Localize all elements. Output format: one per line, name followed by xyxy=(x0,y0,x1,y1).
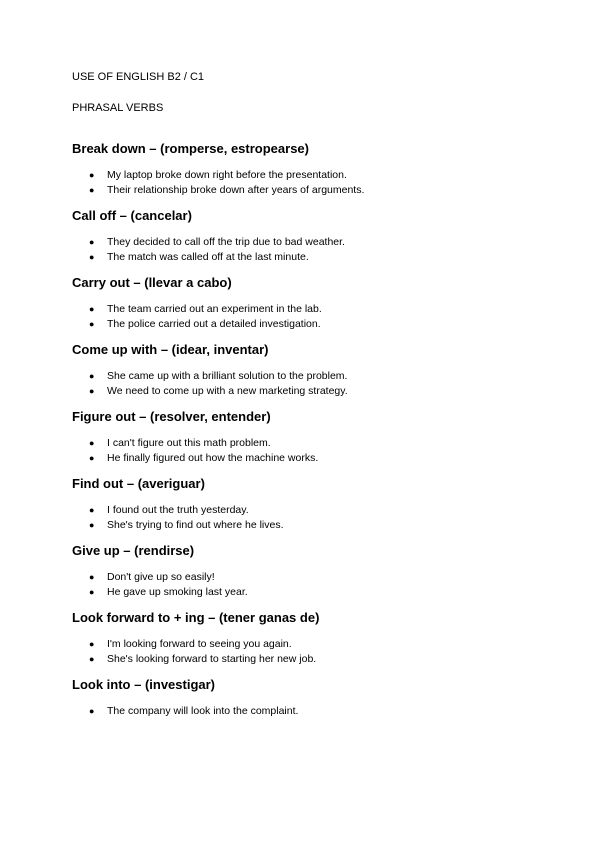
bullet-icon: ● xyxy=(89,654,95,664)
phrasal-verb-entry xyxy=(72,476,528,533)
example-list xyxy=(72,570,528,600)
example-text: He finally figured out how the machine works. xyxy=(107,452,319,464)
example-sentence xyxy=(89,302,528,317)
phrasal-verb-entry xyxy=(72,409,528,466)
bullet-icon: ● xyxy=(89,572,95,582)
example-sentence xyxy=(89,704,528,719)
bullet-icon: ● xyxy=(89,319,95,329)
example-text: I can't figure out this math problem. xyxy=(107,437,271,449)
bullet-icon: ● xyxy=(89,252,95,262)
example-text: She came up with a brilliant solution to the problem. xyxy=(107,370,348,382)
example-sentence xyxy=(89,585,528,600)
phrasal-verb-entry xyxy=(72,208,528,265)
bullet-icon: ● xyxy=(89,587,95,597)
bullet-icon: ● xyxy=(89,438,95,448)
phrasal-verb-title: Look into – (investigar) xyxy=(72,677,216,692)
example-sentence xyxy=(89,168,528,183)
example-text: The police carried out a detailed investigation. xyxy=(107,318,321,330)
example-text: I'm looking forward to seeing you again. xyxy=(107,638,292,650)
example-text: Don't give up so easily! xyxy=(107,571,215,583)
example-list xyxy=(72,637,528,667)
phrasal-verb-title: Break down – (romperse, estropearse) xyxy=(72,141,309,156)
example-text: The match was called off at the last minute. xyxy=(107,251,309,263)
bullet-icon: ● xyxy=(89,706,95,716)
bullet-icon: ● xyxy=(89,453,95,463)
example-list xyxy=(72,503,528,533)
example-text: She's trying to find out where he lives. xyxy=(107,519,284,531)
example-sentence xyxy=(89,250,528,265)
phrasal-verb-list xyxy=(72,141,528,719)
bullet-icon: ● xyxy=(89,237,95,247)
example-text: I found out the truth yesterday. xyxy=(107,504,249,516)
example-sentence xyxy=(89,503,528,518)
example-sentence xyxy=(89,436,528,451)
example-sentence xyxy=(89,317,528,332)
phrasal-verb-title: Come up with – (idear, inventar) xyxy=(72,342,269,357)
example-sentence xyxy=(89,518,528,533)
example-sentence xyxy=(89,369,528,384)
example-text: The company will look into the complaint. xyxy=(107,705,299,717)
phrasal-verb-entry xyxy=(72,610,528,667)
example-list xyxy=(72,436,528,466)
bullet-icon: ● xyxy=(89,386,95,396)
bullet-icon: ● xyxy=(89,170,95,180)
example-list xyxy=(72,369,528,399)
example-text: They decided to call off the trip due to bad weather. xyxy=(107,236,345,248)
example-sentence xyxy=(89,384,528,399)
example-sentence xyxy=(89,183,528,198)
example-text: My laptop broke down right before the presentation. xyxy=(107,169,347,181)
topic-heading: PHRASAL VERBS xyxy=(72,102,164,114)
example-list xyxy=(72,168,528,198)
bullet-icon: ● xyxy=(89,371,95,381)
example-text: He gave up smoking last year. xyxy=(107,586,248,598)
phrasal-verb-entry xyxy=(72,141,528,198)
example-text: Their relationship broke down after years of arguments. xyxy=(107,184,365,196)
example-list xyxy=(72,235,528,265)
bullet-icon: ● xyxy=(89,185,95,195)
example-sentence xyxy=(89,652,528,667)
course-heading: USE OF ENGLISH B2 / C1 xyxy=(72,71,205,83)
phrasal-verb-title: Call off – (cancelar) xyxy=(72,208,192,223)
phrasal-verb-entry xyxy=(72,342,528,399)
bullet-icon: ● xyxy=(89,520,95,530)
example-text: The team carried out an experiment in the lab. xyxy=(107,303,322,315)
example-sentence xyxy=(89,570,528,585)
phrasal-verb-title: Carry out – (llevar a cabo) xyxy=(72,275,232,290)
example-list xyxy=(72,704,528,719)
bullet-icon: ● xyxy=(89,639,95,649)
phrasal-verb-title: Figure out – (resolver, entender) xyxy=(72,409,271,424)
phrasal-verb-entry xyxy=(72,677,528,719)
bullet-icon: ● xyxy=(89,505,95,515)
phrasal-verb-title: Find out – (averiguar) xyxy=(72,476,205,491)
phrasal-verb-title: Give up – (rendirse) xyxy=(72,543,195,558)
phrasal-verb-title: Look forward to + ing – (tener ganas de) xyxy=(72,610,320,625)
example-sentence xyxy=(89,637,528,652)
example-text: She's looking forward to starting her new job. xyxy=(107,653,317,665)
bullet-icon: ● xyxy=(89,304,95,314)
phrasal-verb-entry xyxy=(72,543,528,600)
example-sentence xyxy=(89,235,528,250)
phrasal-verb-entry xyxy=(72,275,528,332)
example-list xyxy=(72,302,528,332)
example-sentence xyxy=(89,451,528,466)
example-text: We need to come up with a new marketing strategy. xyxy=(107,385,348,397)
